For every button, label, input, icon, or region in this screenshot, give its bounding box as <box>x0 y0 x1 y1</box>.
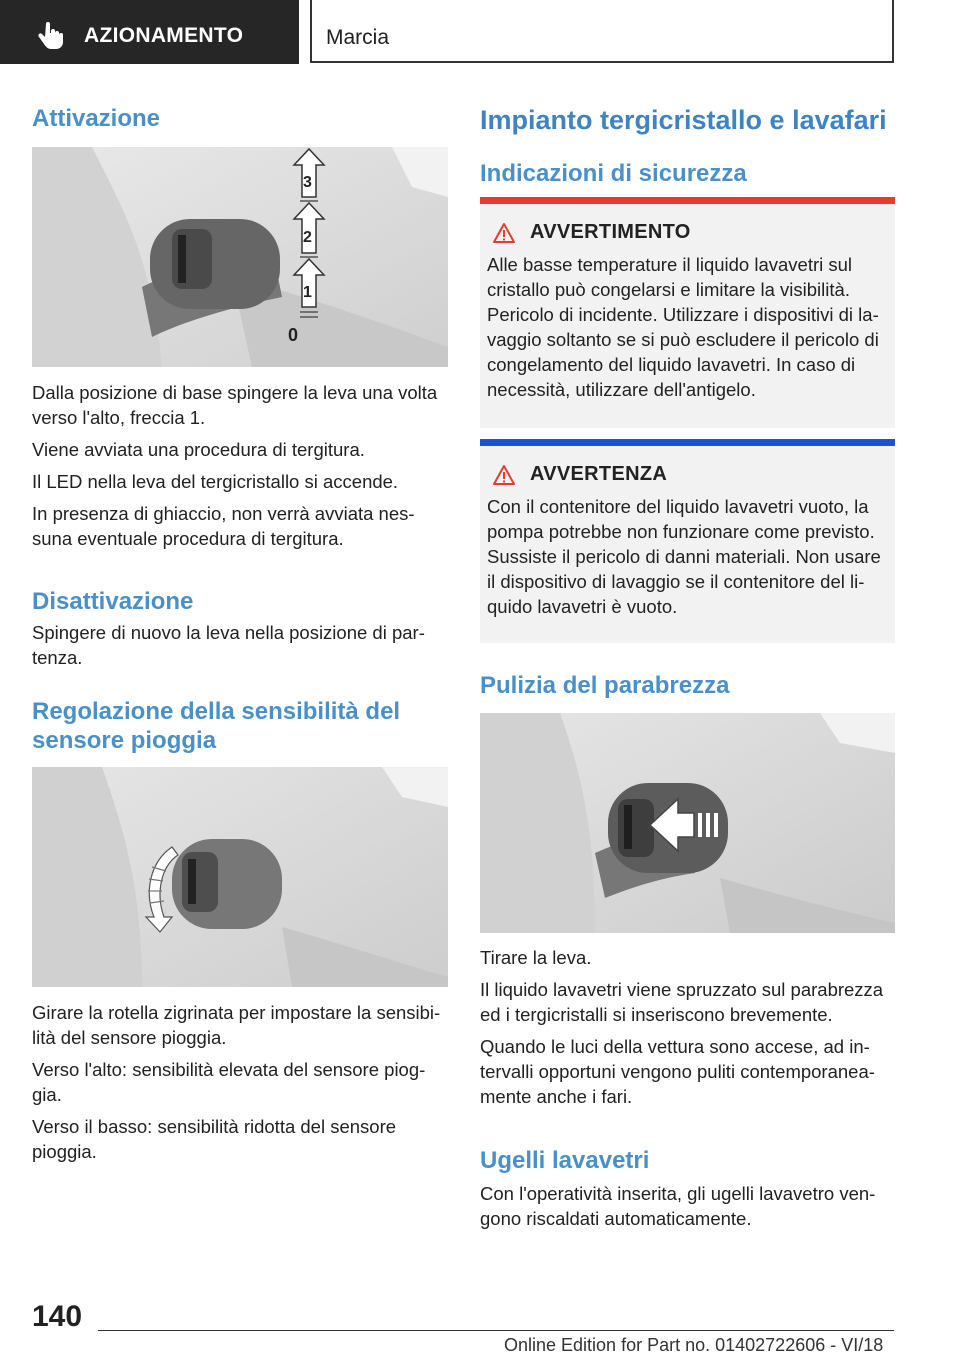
paragraph: Girare la rotella zigrinata per impostare la sensibi-lità del sensore pioggia. <box>32 1002 441 1048</box>
heading-indicazioni: Indicazioni di sicurezza <box>480 160 747 187</box>
heading-disattivazione: Disattivazione <box>32 588 194 615</box>
page-number: 140 <box>32 1300 83 1333</box>
warning-box-avvertimento <box>480 197 895 428</box>
footer-edition: Online Edition for Part no. 01402722606 - VI/18 <box>504 1335 884 1355</box>
warning-title: AVVERTENZA <box>530 463 668 485</box>
paragraph: Spingere di nuovo la leva nella posizione di par-tenza. <box>32 622 425 668</box>
fig1-label-0: 0 <box>288 325 299 345</box>
subsection-box <box>310 0 894 63</box>
heading-regolazione: Regolazione della sensibilità del sensore pioggia <box>32 698 401 754</box>
paragraph: Con l'operatività inserita, gli ugelli lavavetro ven-gono riscaldati automaticamente. <box>480 1183 876 1229</box>
paragraph: Il LED nella leva del tergicristallo si accende. <box>32 471 399 492</box>
fig1-label-1: 1 <box>303 284 312 301</box>
paragraph: In presenza di ghiaccio, non verrà avviata nes-suna eventuale procedura di tergitura. <box>32 503 415 549</box>
heading-attivazione: Attivazione <box>32 105 161 132</box>
figure-lever-positions <box>32 147 448 367</box>
fig1-label-2: 2 <box>303 229 312 246</box>
section-tab <box>0 0 299 64</box>
paragraph: Dalla posizione di base spingere la leva una volta verso l'alto, freccia 1. <box>32 382 438 428</box>
footer-divider <box>98 1330 894 1331</box>
paragraph: Verso il basso: sensibilità ridotta del sensore pioggia. <box>32 1116 397 1162</box>
paragraph: Tirare la leva. <box>480 947 592 968</box>
section-title: AZIONAMENTO <box>84 24 244 47</box>
figure-sensitivity-wheel <box>32 767 448 987</box>
hand-pointer-icon <box>38 22 64 50</box>
paragraph: Quando le luci della vettura sono accese, ad in-tervalli opportuni vengono puliti contemporanea-mente anche i fari. <box>480 1036 875 1107</box>
warning-text: Alle basse temperature il liquido lavavetri sul cristallo può congelarsi e limitare la visibilità. Pericolo di incidente. Utilizzare i dispositivi di la-vaggio soltanto se si può escludere il pericolo di congelamento del liquido lavavetri. In caso di necessità, utilizzare dell'antigelo. <box>487 254 879 400</box>
paragraph: Il liquido lavavetri viene spruzzato sul parabrezza ed i tergicristalli si inseriscono brevemente. <box>480 979 884 1025</box>
warning-triangle-icon <box>492 222 516 244</box>
heading-ugelli: Ugelli lavavetri <box>480 1147 650 1174</box>
fig1-label-3: 3 <box>303 174 312 191</box>
subsection-title: Marcia <box>326 26 390 49</box>
warning-text: Con il contenitore del liquido lavavetri vuoto, la pompa potrebbe non funzionare come previsto. Sussiste il pericolo di danni materiali. Non usare il dispositivo di lavaggio se il contenitore del li-quido lavavetri è vuoto. <box>487 496 881 617</box>
warning-bar <box>480 197 895 204</box>
warning-box-avvertenza <box>480 439 895 643</box>
warning-triangle-icon <box>492 464 516 486</box>
heading-impianto: Impianto tergicristallo e lavafari <box>480 105 887 135</box>
paragraph: Viene avviata una procedura di tergitura. <box>32 439 365 460</box>
warning-title: AVVERTIMENTO <box>530 221 691 243</box>
warning-bar <box>480 439 895 446</box>
figure-pull-lever <box>480 713 895 933</box>
heading-pulizia: Pulizia del parabrezza <box>480 672 730 699</box>
paragraph: Verso l'alto: sensibilità elevata del sensore piog-gia. <box>32 1059 426 1105</box>
